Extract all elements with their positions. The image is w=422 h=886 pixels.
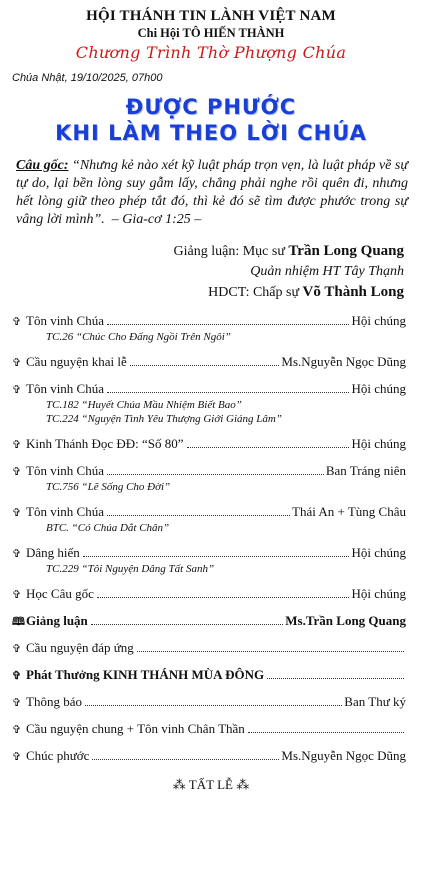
service-item <box>12 354 406 371</box>
service-item <box>12 545 406 562</box>
leader-dots <box>107 392 349 393</box>
leader-dots <box>107 474 324 475</box>
cross-icon: ✞ <box>12 696 22 709</box>
service-item-label: Học Câu gốc <box>26 585 94 601</box>
leader-dots <box>83 556 350 557</box>
service-item-label: Tôn vinh Chúa <box>26 462 104 478</box>
ornament-icon: ⁂ <box>236 776 250 792</box>
leader-dots <box>248 732 404 733</box>
hymn-reference: TC.756 “Lẽ Sống Cho Đời” <box>46 480 171 493</box>
branch-name: Chi Hội TÔ HIẾN THÀNH <box>137 26 285 40</box>
cross-icon: ✞ <box>12 723 22 736</box>
sermon-title-line1: ĐƯỢC PHƯỚC <box>125 95 297 119</box>
service-item-label: Cầu nguyện đáp ứng <box>26 639 134 655</box>
key-verse-ref: – Gia-cơ 1:25 – <box>111 211 202 227</box>
service-item-label: Dâng hiến <box>26 544 80 560</box>
service-item-label: Cầu nguyện khai lễ <box>26 353 127 369</box>
cross-icon: ✞ <box>12 750 22 763</box>
service-item-leader: Ms.Nguyễn Ngọc Dũng <box>281 747 406 763</box>
leader-dots <box>267 678 404 679</box>
service-item <box>12 694 406 711</box>
service-item-leader: Hội chúng <box>351 312 406 328</box>
service-item-label: Cầu nguyện chung + Tôn vinh Chân Thần <box>26 720 245 736</box>
service-item-leader: Ban Tráng niên <box>325 462 406 478</box>
leader-dots <box>187 447 350 448</box>
service-item-leader: Ban Thư ký <box>344 693 406 709</box>
speaker-block <box>0 241 404 303</box>
service-item-label: Kinh Thánh Đọc ĐĐ: “Số 80” <box>26 435 184 451</box>
service-item <box>12 586 406 603</box>
speaker-role: Quản nhiệm HT Tây Thạnh <box>250 263 404 279</box>
leader-dots <box>85 705 342 706</box>
cross-icon: ✞ <box>12 588 22 601</box>
service-item <box>12 667 406 684</box>
leader-dots <box>107 324 349 325</box>
service-item-leader: Hội chúng <box>351 544 406 560</box>
service-item-leader: Hội chúng <box>351 435 406 451</box>
hymn-reference: TC.224 “Nguyện Tình Yêu Thượng Giới Giáng Lâm” <box>46 412 282 425</box>
cross-icon: ✞ <box>12 383 22 396</box>
leader-dots <box>92 759 279 760</box>
leader-dots <box>107 515 290 516</box>
service-item <box>12 436 406 453</box>
ornament-icon: ⁂ <box>172 776 186 792</box>
key-verse-text: “Nhưng kẻ nào xét kỹ luật pháp trọn vẹn, là luật pháp về sự tự do, lại bền lòng suy gẫm lấy, chẳng phải nghe rồi quên đi, nhưng hết lòng giữ theo phép tắt đó, thì kẻ đó sẽ tìm được phước trong sự vâng lời mình”. <box>16 157 408 227</box>
order-of-service <box>12 313 406 765</box>
service-item <box>12 313 406 330</box>
key-verse-label: Câu gốc: <box>16 157 69 173</box>
service-item-label: Thông báo <box>26 693 82 709</box>
service-item-leader: Ms.Nguyễn Ngọc Dũng <box>281 353 406 369</box>
cross-icon: ✞ <box>12 315 22 328</box>
book-icon: 🕮 <box>12 615 25 628</box>
service-item <box>12 381 406 398</box>
service-date: Chúa Nhật, 19/10/2025, 07h00 <box>12 72 163 84</box>
host-name: Võ Thành Long <box>302 283 404 300</box>
service-item-label: Giảng luận <box>26 612 88 628</box>
service-item-leader: Hội chúng <box>351 585 406 601</box>
service-item-label: Phát Thưởng KINH THÁNH MÙA ĐÔNG <box>26 666 265 682</box>
sermon-title-line2: KHI LÀM THEO LỜI CHÚA <box>55 121 367 146</box>
service-item-label: Tôn vinh Chúa <box>26 312 104 328</box>
key-verse <box>16 157 408 229</box>
hymn-reference: TC.26 “Chúc Cho Đấng Ngồi Trên Ngôi” <box>46 330 231 343</box>
service-item-label: Tôn vinh Chúa <box>26 503 104 519</box>
speaker-line <box>0 241 404 262</box>
leader-dots <box>91 624 283 625</box>
hymn-reference: TC.182 “Huyết Chúa Mầu Nhiệm Biết Bao” <box>46 398 242 411</box>
cross-icon: ✞ <box>12 356 22 369</box>
church-name: HỘI THÁNH TIN LÀNH VIỆT NAM <box>86 8 336 24</box>
host-label: HDCT: Chấp sự <box>208 284 303 300</box>
service-item-leader: Hội chúng <box>351 380 406 396</box>
service-item <box>12 721 406 738</box>
service-item <box>12 463 406 480</box>
speaker-name: Trần Long Quang <box>288 242 404 259</box>
cross-icon: ✞ <box>12 438 22 451</box>
leader-dots <box>97 597 350 598</box>
hymn-reference: BTC. “Có Chúa Dắt Chân” <box>46 521 170 534</box>
service-item-label: Tôn vinh Chúa <box>26 380 104 396</box>
hymn-reference: TC.229 “Tôi Nguyện Dâng Tất Sanh” <box>46 562 215 575</box>
service-item-label: Chúc phước <box>26 747 90 763</box>
cross-icon: ✞ <box>12 669 22 682</box>
ending-line <box>0 777 422 793</box>
service-item <box>12 613 406 630</box>
leader-dots <box>130 365 280 366</box>
host-line <box>0 282 404 303</box>
leader-dots <box>137 651 404 652</box>
service-item <box>12 504 406 521</box>
service-item <box>12 640 406 657</box>
cross-icon: ✞ <box>12 547 22 560</box>
cross-icon: ✞ <box>12 642 22 655</box>
service-item <box>12 748 406 765</box>
service-item-leader: Ms.Trần Long Quang <box>285 612 406 628</box>
speaker-label: Giảng luận: Mục sư <box>173 243 289 259</box>
cross-icon: ✞ <box>12 506 22 519</box>
ending-text: TẤT LỄ <box>188 776 233 792</box>
cross-icon: ✞ <box>12 465 22 478</box>
program-title: Chương Trình Thờ Phượng Chúa <box>75 43 347 62</box>
service-item-leader: Thái An + Tùng Châu <box>292 503 406 519</box>
